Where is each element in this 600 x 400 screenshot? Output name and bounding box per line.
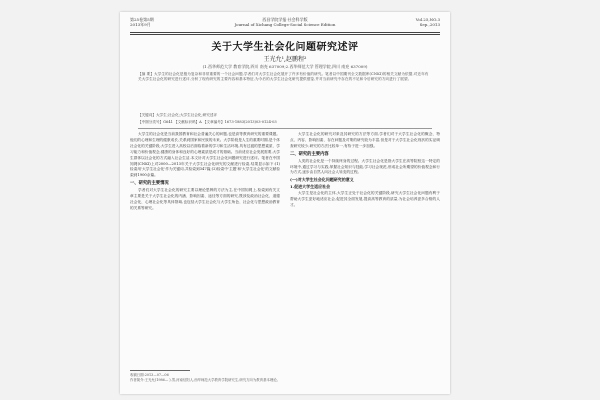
paragraph: 大学生的社会化是当前我国教育和社会普遍关心的问题,也是高等教育研究的重要课题。他们的心理和生理的健康成长,关系到国家和民族的未来。大学阶段是人生的重要时期,是个体社会化的关键阶段,大学生进入高校以后面临着新的学习和生活环境,具有过渡的思想素质、学习能力和价值观念,健康的身体和良好的心理素质是成才的基础。当前适应社会发展需要,大学生群体以社会化的方式融入社会生活,本文针对大学生社会化问题研究进行述评。笔者在中国知网(CNKI)上对2000—2013年关于大学生社会化研究的文献进行检索,结果显示如下:(1)检索用'大学生社会化'作为关键词,共检索到347篇;(2)检索中'主题'和'大学生社会化'的文献检索到1900余篇。 xyxy=(130,132,280,178)
journal-page xyxy=(120,12,450,394)
section-heading: 二、研究的主要内容 xyxy=(290,151,329,157)
section-heading: 一、研究的主要情况 xyxy=(130,181,169,187)
footnote-author-bio: 作者简介:王光允(1986— ),男,河南信阳人,西华师范大学教育学院研究生,研究方向为教育基本理论。 xyxy=(130,378,281,382)
paragraph: 大学生社会化的研究对象及其研究的方法等方面,学者们对于大学生社会化的概念、特点、内容、影响因素、存在问题及对策的研究较为丰富,但是对于大学生社会化现状的实证调查研究较少,研究的方法比较单一,有待于进一步加强。 xyxy=(290,132,440,148)
footnote-received: 收稿日期:2013—07—06 xyxy=(130,373,169,377)
classification-codes: 【中图分类号】G641 【文献标识码】A 【文章编号】1673-1883(2013)03-0124-03 xyxy=(138,120,277,124)
paragraph: 大学生是社会化的主体,大学生正处于社会化的关键阶段,研究大学生社会化问题有利于帮助大学生更好地适应社会,促进其全面发展,提高高等教育的质量,为社会培养更多合格的人才。 xyxy=(290,191,440,207)
body-column-left xyxy=(130,132,280,212)
footnote-rule xyxy=(130,370,190,371)
subsection-heading: 1.促进大学生适应社会 xyxy=(290,184,331,190)
author-affiliation: (1.西华师范大学 教育学院,四川 南充 637009;2.西华师范大学 管理学院,四川 南充 637009) xyxy=(202,64,368,69)
abstract-rule xyxy=(138,128,432,129)
article-authors: 王光允¹,赵鹏程² xyxy=(263,56,307,63)
header-date: Vol.25,NO.3 Sep.,2013 xyxy=(415,17,440,27)
article-title: 关于大学生社会化问题研究述评 xyxy=(211,42,359,53)
abstract: 【摘 要】大学生的社会化是极为复杂和非常重要的一个社会问题,学者们对大学生社会化展开了许多有价值的研究。笔者以中国期刊全文数据库(CNKI)的相关文献为依据,对近年有关大学生社会化的研究进行述评,分析了现有研究的主要内容和基本特征,为今后的大学生社会化研究提供借鉴,并对当前研究中存在的不足和今后研究的方向进行了展望。 xyxy=(138,72,429,82)
keywords: 【关键词】大学生;社会化;大学生社会化;研究述评 xyxy=(138,113,218,117)
paragraph: 学者们对大学生社会化的研究主要以理论思辨的方法为主,在中国知网上,检索到有关文章主要是关于大学生社会化的内涵、影响因素、途径等方面的研究,既涉及政治社会化、道德社会化、心理社会化等具体领域,也包括大学生社会化与大学生角色、社会化与思想政治教育的关系等研究。 xyxy=(130,188,280,210)
subsection-heading: (一)对大学生社会化问题研究的意义 xyxy=(290,177,354,183)
paragraph: 人类的社会化是一个持续终身的过程。大学生社会化是指大学生在高等院校这一特定的环境中,通过学习与实践,掌握社会知识与技能,学习社会规范,形成社会所期望的价值观念和行为方式,逐步由自然人向社会人转变的过程。 xyxy=(290,158,440,175)
header-journal: 西昌学院学报·社会科学版 Journal of Xichang College·Social Science Edition xyxy=(234,17,336,27)
header-volume: 第25卷第5期 2013年9月 xyxy=(130,17,154,27)
body-column-right xyxy=(290,132,440,209)
header-rule xyxy=(130,32,440,35)
